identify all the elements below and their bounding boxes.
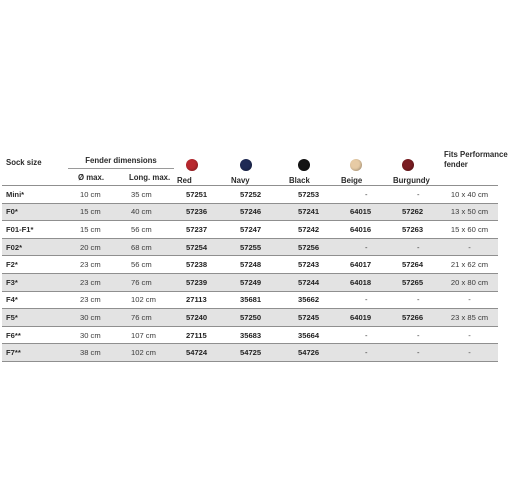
sock-size-table (2, 140, 508, 362)
cell-fits: 21 x 62 cm (441, 256, 498, 274)
cell-size: F2* (2, 256, 68, 274)
cell-len: 68 cm (121, 238, 174, 256)
beige-swatch-icon (350, 159, 362, 171)
table-row (2, 221, 498, 239)
sock-size-header: Sock size (2, 140, 68, 186)
cell-beige: - (338, 291, 390, 309)
cell-size: F01-F1* (2, 221, 68, 239)
cell-red: 57239 (174, 273, 228, 291)
cell-fits: 10 x 40 cm (441, 186, 498, 204)
cell-red: 54724 (174, 344, 228, 362)
cell-dia: 30 cm (68, 326, 121, 344)
cell-size: F02* (2, 238, 68, 256)
cell-burgundy: 57265 (390, 273, 441, 291)
table-row (2, 256, 498, 274)
table-row (2, 309, 498, 327)
fender-dimensions-header: Fender dimensions (68, 140, 174, 169)
cell-navy: 57249 (228, 273, 286, 291)
cell-size: F3* (2, 273, 68, 291)
cell-black: 35662 (286, 291, 338, 309)
cell-navy: 57247 (228, 221, 286, 239)
cell-fits: 20 x 80 cm (441, 273, 498, 291)
cell-fits: 15 x 60 cm (441, 221, 498, 239)
cell-beige: 64018 (338, 273, 390, 291)
cell-len: 35 cm (121, 186, 174, 204)
cell-navy: 57250 (228, 309, 286, 327)
cell-len: 76 cm (121, 309, 174, 327)
cell-red: 57236 (174, 203, 228, 221)
table-row (2, 203, 498, 221)
cell-red: 27115 (174, 326, 228, 344)
cell-len: 102 cm (121, 291, 174, 309)
cell-burgundy: - (390, 291, 441, 309)
cell-red: 57240 (174, 309, 228, 327)
burgundy-swatch-icon (402, 159, 414, 171)
cell-burgundy: - (390, 238, 441, 256)
table-row (2, 344, 498, 362)
cell-navy: 35683 (228, 326, 286, 344)
cell-red: 57251 (174, 186, 228, 204)
cell-black: 57256 (286, 238, 338, 256)
color-header-beige: Beige (338, 140, 390, 186)
cell-navy: 35681 (228, 291, 286, 309)
table-row (2, 186, 498, 204)
color-header-red: Red (174, 140, 228, 186)
cell-navy: 57252 (228, 186, 286, 204)
cell-navy: 57255 (228, 238, 286, 256)
cell-len: 102 cm (121, 344, 174, 362)
cell-red: 57237 (174, 221, 228, 239)
cell-burgundy: 57262 (390, 203, 441, 221)
cell-len: 40 cm (121, 203, 174, 221)
cell-black: 57253 (286, 186, 338, 204)
cell-dia: 38 cm (68, 344, 121, 362)
cell-black: 57244 (286, 273, 338, 291)
table-body (2, 186, 498, 362)
cell-fits: - (441, 326, 498, 344)
cell-size: F7** (2, 344, 68, 362)
table-row (2, 273, 498, 291)
cell-burgundy: - (390, 344, 441, 362)
cell-beige: - (338, 186, 390, 204)
cell-black: 57243 (286, 256, 338, 274)
cell-dia: 23 cm (68, 291, 121, 309)
diameter-max-header: Ø max. (68, 169, 121, 186)
cell-dia: 15 cm (68, 221, 121, 239)
cell-dia: 23 cm (68, 273, 121, 291)
cell-black: 57245 (286, 309, 338, 327)
black-swatch-icon (298, 159, 310, 171)
cell-burgundy: 57263 (390, 221, 441, 239)
cell-burgundy: - (390, 186, 441, 204)
cell-burgundy: 57264 (390, 256, 441, 274)
table-row (2, 238, 498, 256)
cell-size: F6** (2, 326, 68, 344)
cell-len: 56 cm (121, 221, 174, 239)
cell-dia: 30 cm (68, 309, 121, 327)
cell-beige: - (338, 326, 390, 344)
length-max-header: Long. max. (121, 169, 174, 186)
cell-fits: - (441, 238, 498, 256)
cell-black: 57242 (286, 221, 338, 239)
cell-size: Mini* (2, 186, 68, 204)
cell-fits: 13 x 50 cm (441, 203, 498, 221)
cell-beige: 64015 (338, 203, 390, 221)
cell-navy: 57248 (228, 256, 286, 274)
red-swatch-icon (186, 159, 198, 171)
cell-fits: 23 x 85 cm (441, 309, 498, 327)
navy-swatch-icon (240, 159, 252, 171)
color-header-navy: Navy (228, 140, 286, 186)
cell-red: 57238 (174, 256, 228, 274)
cell-len: 76 cm (121, 273, 174, 291)
cell-beige: - (338, 344, 390, 362)
cell-navy: 54725 (228, 344, 286, 362)
cell-burgundy: - (390, 326, 441, 344)
cell-dia: 15 cm (68, 203, 121, 221)
color-header-burgundy: Burgundy (390, 140, 441, 186)
cell-burgundy: 57266 (390, 309, 441, 327)
fits-performance-header: Fits Performance fender (444, 150, 508, 169)
cell-size: F4* (2, 291, 68, 309)
cell-dia: 10 cm (68, 186, 121, 204)
cell-beige: 64016 (338, 221, 390, 239)
cell-fits: - (441, 291, 498, 309)
cell-fits: - (441, 344, 498, 362)
cell-beige: 64017 (338, 256, 390, 274)
cell-black: 35664 (286, 326, 338, 344)
cell-dia: 23 cm (68, 256, 121, 274)
cell-dia: 20 cm (68, 238, 121, 256)
color-header-black: Black (286, 140, 338, 186)
cell-beige: - (338, 238, 390, 256)
cell-red: 57254 (174, 238, 228, 256)
table-row (2, 326, 498, 344)
table-row (2, 291, 498, 309)
cell-beige: 64019 (338, 309, 390, 327)
cell-size: F0* (2, 203, 68, 221)
cell-black: 57241 (286, 203, 338, 221)
cell-len: 107 cm (121, 326, 174, 344)
cell-size: F5* (2, 309, 68, 327)
cell-navy: 57246 (228, 203, 286, 221)
cell-black: 54726 (286, 344, 338, 362)
cell-len: 56 cm (121, 256, 174, 274)
cell-red: 27113 (174, 291, 228, 309)
